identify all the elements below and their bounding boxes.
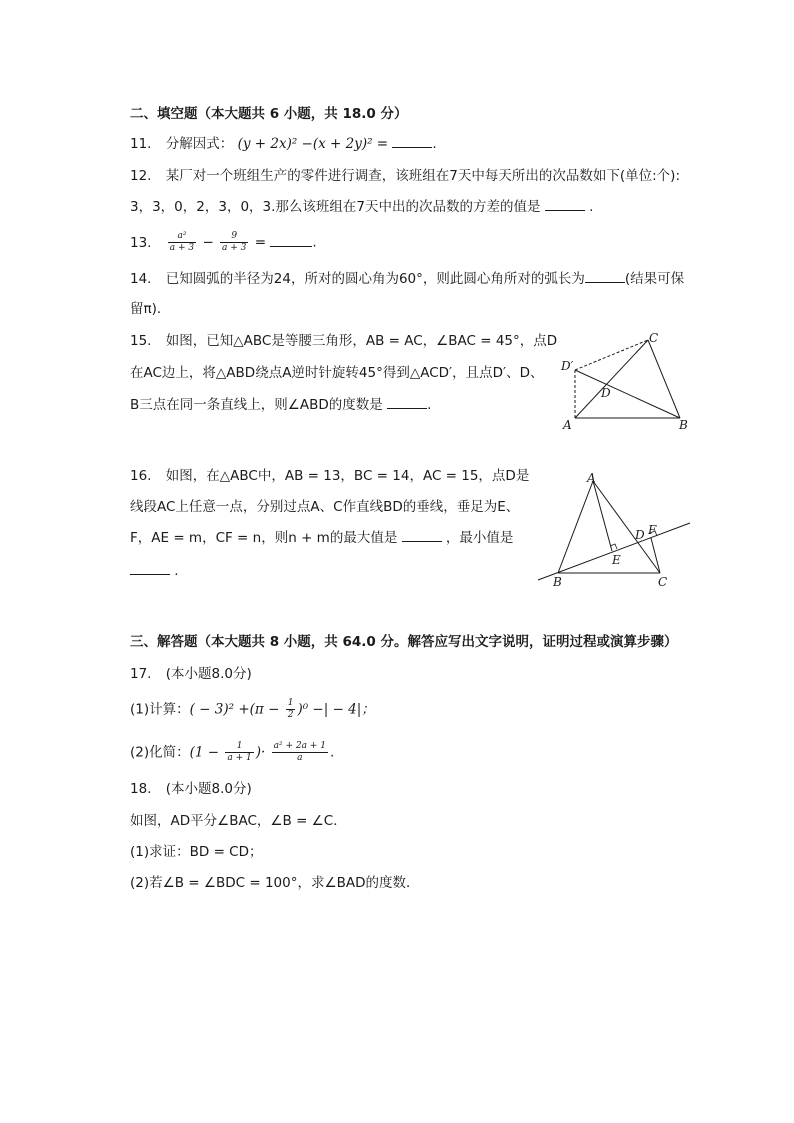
label-B: B [679,418,688,432]
question-13 [130,231,317,254]
answer-blank-min[interactable] [130,561,170,575]
period: . [312,234,317,251]
part-label: (2)化简： [130,744,190,761]
period: . [329,744,335,761]
period: . [174,563,179,579]
question-17-part2 [130,741,334,764]
question-15-line1 [130,331,557,351]
expression: )⁰ −| − 4|； [297,701,375,718]
period: . [589,199,594,215]
side-AC [575,340,648,418]
question-18-line1 [130,811,347,831]
question-text: B三点在同一条直线上，则∠ABD的度数是 [130,397,383,413]
answer-blank[interactable] [270,233,312,247]
question-17-part1 [130,698,375,721]
question-15-line2 [130,363,543,383]
question-17-header [130,664,252,684]
fraction: $\frac{\text{a² + 2a + 1}}{a}$ [273,741,326,763]
question-score: (本小题8.0分) [165,781,252,797]
question-text: 在AC边上，将△ABD绕点A逆时针旋转45°得到△ACD′，且点D′、D、 [130,365,544,381]
figure-q16-triangle [530,466,700,591]
question-text: 如图，已知△ABC是等腰三角形，AB = AC，∠BAC = 45°，点D [165,333,558,349]
question-14-line2 [130,299,170,319]
perpendicular-AE [593,481,612,551]
question-15-line3 [130,395,431,415]
answer-blank[interactable] [585,269,625,283]
answer-blank[interactable] [387,395,427,409]
label-E: E [612,553,621,567]
question-text: 分解因式： [165,136,234,152]
question-text: F，AE = m，CF = n，则n + m的最大值是 [130,530,398,546]
fraction: $\frac{\text{a²}}{a + 3}$ [169,231,195,253]
answer-blank[interactable] [392,134,432,148]
label-D: D [601,386,611,400]
section-heading-solve: 三、解答题（本大题共 8 小题，共 64.0 分。解答应写出文字说明，证明过程或演算步骤） [130,634,678,650]
dashed-DpC [575,340,648,370]
period: . [432,136,437,152]
question-number: 18. [130,781,152,797]
question-number: 12. [130,168,152,184]
question-text: (1)求证：BD = CD； [130,844,263,860]
figure-q15-triangle [555,325,705,435]
expression: ( − 3)² +(π − [189,701,280,718]
section-heading-fill-in: 二、填空题（本大题共 6 小题，共 18.0 分） [130,106,408,122]
question-16-line4 [130,561,179,581]
label-F: F [648,523,657,537]
label-B: B [553,575,562,589]
question-number: 11. [130,136,152,152]
equals-sign: = [254,234,267,251]
question-text: 某厂对一个班组生产的零件进行调查，该班组在7天中每天所出的次品数如下(单位:个): [165,168,680,184]
label-D-prime: D′ [561,359,574,373]
question-12-line2 [130,197,593,217]
answer-blank-max[interactable] [402,528,442,542]
side-AB [558,481,593,573]
question-16-line3 [130,528,513,548]
label-A: A [587,471,596,485]
question-text: 留π)． [130,301,171,317]
question-number: 16. [130,468,152,484]
question-text: (2)若∠B = ∠BDC = 100°，求∠BAD的度数． [130,875,420,891]
question-text: 如图，AD平分∠BAC，∠B = ∠C． [130,813,347,829]
question-text: 3，3，0，2，3，0，3.那么该班组在7天中出的次品数的方差的值是 [130,199,541,215]
question-text: ，最小值是 [445,530,514,546]
fraction: $\frac{1}{2}$ [287,698,294,720]
expression: )· [255,744,266,761]
question-18-line2 [130,842,263,862]
question-text: (结果可保 [624,271,685,287]
label-C: C [658,575,668,589]
question-16-line2 [130,497,519,517]
question-score: (本小题8.0分) [165,666,252,682]
question-14-line1 [130,269,684,289]
side-BC [648,340,680,418]
question-number: 14. [130,271,152,287]
label-A: A [563,418,572,432]
expression: (1 − [189,744,220,761]
question-text: 已知圆弧的半径为24，所对的圆心角为60°，则此圆心角所对的弧长为 [165,271,585,287]
part-label: (1)计算： [130,701,190,718]
question-number: 17. [130,666,152,682]
question-text: 线段AC上任意一点，分别过点A、C作直线BD的垂线，垂足为E、 [130,499,520,515]
segment-DpB [575,370,680,418]
expression: (y + 2x)² −(x + 2y)² = [237,136,389,152]
minus-sign: − [202,234,214,251]
answer-blank[interactable] [545,197,585,211]
question-18-header [130,779,252,799]
perpendicular-CF [651,538,660,573]
label-C: C [649,331,659,345]
question-number: 13. [130,234,152,251]
period: . [427,397,432,413]
question-11 [130,134,437,154]
question-12-line1 [130,166,680,186]
fraction: $\frac{1}{a + 1}$ [227,741,252,763]
label-D: D [635,528,645,542]
question-number: 15. [130,333,152,349]
question-text: 如图，在△ABC中，AB = 13，BC = 14，AC = 15，点D是 [165,468,530,484]
line-BD [538,523,690,580]
fraction: $\frac{9}{a + 3}$ [222,231,247,253]
question-18-line3 [130,873,419,893]
question-16-line1 [130,466,529,486]
